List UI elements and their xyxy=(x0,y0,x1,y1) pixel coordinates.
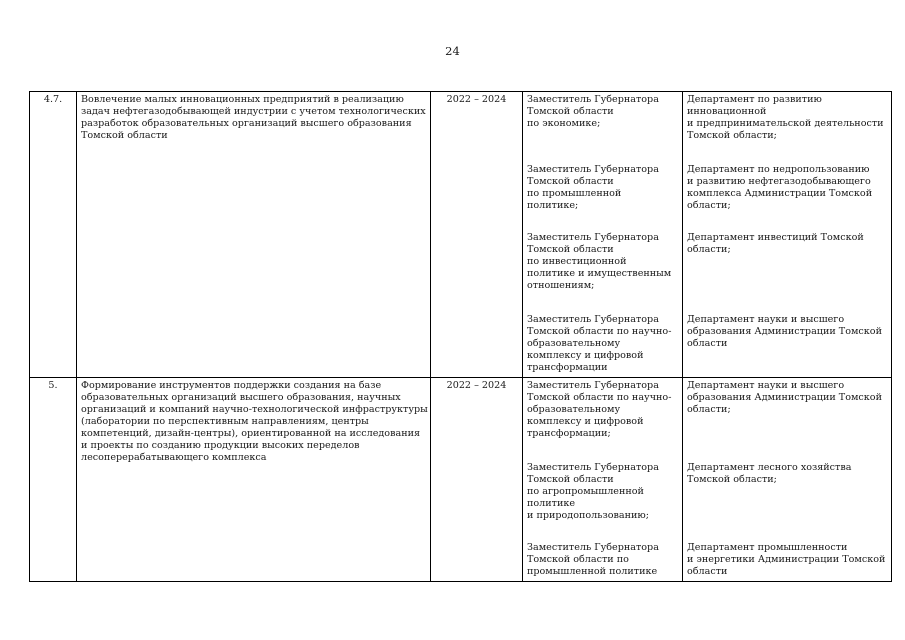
activity-cell: Формирование инструментов поддержки создания на базе образовательных организаций высшего образования, научных организаций и компаний научно-технологической инфраструктуры (лаборатории по перспективным направлениям, центры компетенций, дизайн-центры), ориентированной на исследования и проекты по созданию продукции высоких переделов лесоперерабатывающего комплекса xyxy=(77,378,431,582)
period-cell: 2022 – 2024 xyxy=(431,92,523,378)
row-number: 5. xyxy=(30,378,77,582)
table-row xyxy=(30,92,892,378)
period-cell: 2022 – 2024 xyxy=(431,378,523,582)
executor-entry: Департамент науки и высшего образования Администрации Томской области; xyxy=(687,380,882,415)
activity-cell: Вовлечение малых инновационных предприятий в реализацию задач нефтегазодобывающей индустрии с учетом технологических разработок образовательных организаций высшего образования Томской области xyxy=(77,92,431,378)
curator-cell xyxy=(523,378,683,582)
curator-entry: Заместитель Губернатора Томской области по экономике; xyxy=(527,94,659,129)
executor-entry: Департамент лесного хозяйства Томской области; xyxy=(687,462,852,485)
curator-entry: Заместитель Губернатора Томской области по научно- образовательному комплексу и цифровой трансформации xyxy=(527,314,672,373)
curator-entry: Заместитель Губернатора Томской области по агропромышленной политике и природопользованию; xyxy=(527,462,659,521)
executor-cell xyxy=(683,378,892,582)
curator-cell xyxy=(523,92,683,378)
curator-entry: Заместитель Губернатора Томской области по инвестиционной политике и имущественным отношениям; xyxy=(527,232,672,291)
executor-cell xyxy=(683,92,892,378)
executor-entry: Департамент науки и высшего образования Администрации Томской области xyxy=(687,314,882,349)
executor-entry: Департамент инвестиций Томской области; xyxy=(687,232,864,255)
curator-entry: Заместитель Губернатора Томской области по промышленной политике; xyxy=(527,164,659,211)
executor-entry: Департамент промышленности и энергетики Администрации Томской области xyxy=(687,542,886,577)
page-number: 24 xyxy=(445,44,460,58)
table-row xyxy=(30,378,892,582)
curator-entry: Заместитель Губернатора Томской области по научно- образовательному комплексу и цифровой трансформации; xyxy=(527,380,672,439)
row-number: 4.7. xyxy=(30,92,77,378)
curator-entry: Заместитель Губернатора Томской области по промышленной политике xyxy=(527,542,659,577)
executor-entry: Департамент по недропользованию и развитию нефтегазодобывающего комплекса Администрации Томской области; xyxy=(687,164,873,211)
measures-table xyxy=(29,91,892,582)
executor-entry: Департамент по развитию инновационной и предпринимательской деятельности Томской области; xyxy=(687,94,884,141)
